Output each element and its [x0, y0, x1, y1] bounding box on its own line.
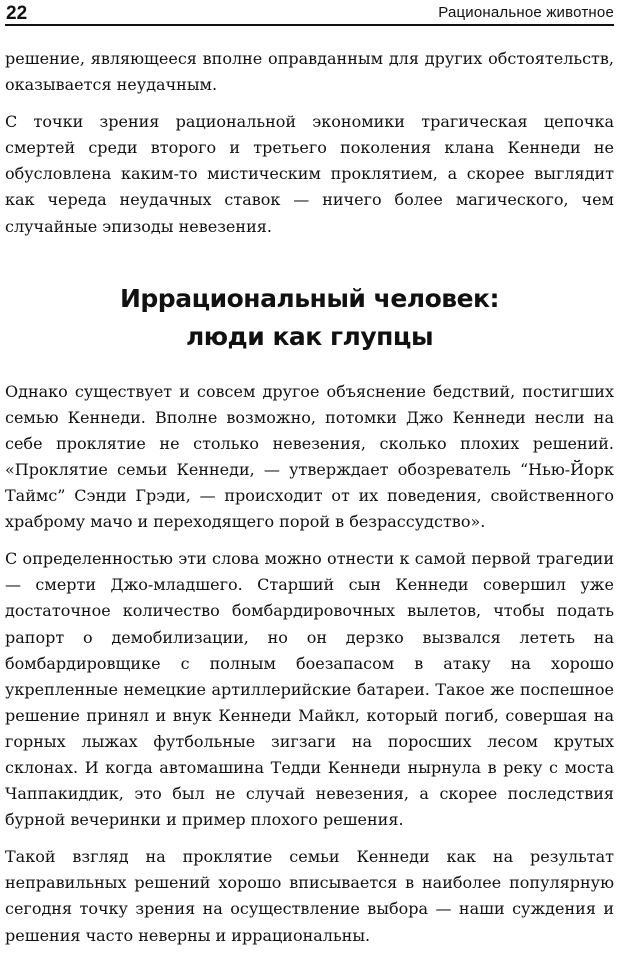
paragraph-bad-decisions-view: Такой взгляд на проклятие семьи Кеннеди как на результат неправильных решений хорошо вписывается в наиболее популярную сегодня точку зрения на осуществление выбора — наши суждения и решения часто неверны и иррациональны.: [5, 847, 614, 945]
book-title: Рациональное животное: [438, 4, 614, 21]
paragraph-first-tragedy: С определенностью эти слова можно отнести к самой первой трагедии — смерти Джо-младшего. Старший сын Кеннеди совершил уже достаточное количество бомбардировочных вылетов, чтобы подать рапорт о демобилизации, но он дерзко вызвался лететь на бомбардировщике с полным боезапасом в атаку на хорошо укрепленные немецкие артиллерийские батареи. Такое же поспешное решение принял и внук Кеннеди Майкл, который погиб, совершая на горных лыжах футбольные зигзаги на поросших лесом крутых склонах. И когда автомашина Тедди Кеннеди нырнула в реку с моста Чаппакиддик, это был не случай невезения, а скорее последствия бурной вечеринки и пример плохого решения.: [5, 549, 614, 830]
paragraph-rational-economics: С точки зрения рациональной экономики трагическая цепочка смертей среди второго и третьего поколения клана Кеннеди не обусловлена каким-то мистическим проклятием, а скорее выглядит как череда неудачных ставок — ничего более магического, чем случайные эпизоды невезения.: [5, 112, 614, 236]
page-number: 22: [6, 3, 28, 24]
running-header: [5, 0, 614, 26]
section-heading: [5, 280, 614, 356]
paragraph-another-explanation: Однако существует и совсем другое объяснение бедствий, постигших семью Кеннеди. Вполне возможно, потомки Джо Кеннеди несли на себе проклятие не столько невезения, сколько плохих решений. «Проклятие семьи Кеннеди, — утверждает обозреватель “Нью-Йорк Таймс” Сэнди Грэди, — происходит от их поведения, свойственного храброму мачо и переходящего порой в безрассудство».: [5, 381, 614, 532]
section-heading-line-2: люди как глупцы: [185, 321, 434, 351]
section-heading-line-1: Иррациональный человек:: [119, 283, 499, 313]
paragraph-continued: решение, являющееся вполне оправданным для других обстоятельств, оказывается неудачным.: [5, 49, 614, 95]
